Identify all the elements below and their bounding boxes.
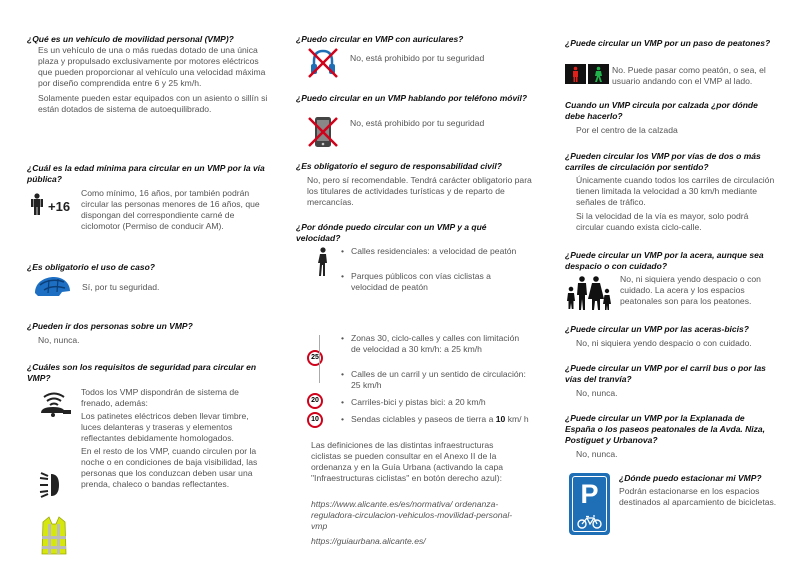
section-crosswalk — [565, 38, 777, 86]
question: ¿Puede circular un VMP por la Explanada de España o los paseos peatonales de la Avda. Niza, Postiguet y Urbanova? — [565, 413, 765, 445]
answer: No, pero sí recomendable. Tendrá carácter obligatorio para los titulares de actividades turísticas y de reparto de mercancías. — [307, 175, 532, 207]
ordinance-link[interactable]: https://www.alicante.es/es/normativa/ ordenanza-reguladora-circulacion-vehiculos-movilidad-personal-vmp — [311, 499, 513, 531]
definitions-text: Las definiciones de las distintas infraestructuras ciclistas se pueden consultar en el Anexo II de la ordenanza y en la Guía Urbana (activando la capa "Infraestructuras ciclistas" en botón derecho azul): — [311, 440, 504, 483]
bullet-parks: • Parques públicos con vías ciclistas a velocidad de peatón — [341, 271, 521, 293]
pedestrians-family-icon — [565, 275, 611, 311]
question: ¿Qué es un vehículo de movilidad personal (VMP)? — [27, 34, 234, 44]
question: ¿Es obligatorio el uso de caso? — [27, 262, 155, 272]
reflective-vest-icon — [39, 516, 69, 556]
section-multi-lane — [565, 151, 777, 233]
bullet-one-lane: • Calles de un carril y un sentido de circulación: 25 km/h — [341, 369, 531, 391]
question: ¿Por dónde puedo circular con un VMP y a qué velocidad? — [296, 222, 487, 243]
answer: No, nunca. — [576, 388, 618, 398]
question: ¿Puedo circular en VMP con auriculares? — [296, 34, 464, 44]
section-two-people — [27, 321, 270, 346]
question: ¿Puede circular un VMP por el carril bus o por las vías del tranvía? — [565, 363, 766, 384]
question: ¿Puede circular un VMP por la acera, aunque sea despacio o con cuidado? — [565, 250, 764, 271]
pedestrian-traffic-light-icon — [565, 64, 609, 84]
bell-icon — [37, 391, 73, 421]
helmet-icon — [32, 276, 72, 300]
answer: Sí, por tu seguridad. — [82, 282, 160, 292]
answer: Únicamente cuando todos los carriles de circulación tienen limitada la velocidad a 30 km/h mediante señales de tráfico. — [576, 175, 775, 207]
section-roadway — [565, 100, 777, 136]
answer: No, ni siquiera yendo despacio o con cuidado. — [576, 338, 752, 348]
speed-sign-25 — [307, 350, 323, 366]
bullet-residential: • Calles residenciales: a velocidad de peatón — [341, 246, 521, 257]
bullet-paths-speed: 10 — [495, 414, 506, 424]
question: ¿Cuáles son los requisitos de seguridad para circular en VMP? — [27, 362, 257, 383]
parking-sign-icon — [569, 473, 610, 535]
question: ¿Puedo circular en un VMP hablando por teléfono móvil? — [296, 93, 528, 103]
bullet-paths-text: Sendas ciclables y paseos de tierra a — [351, 414, 496, 424]
question: ¿Pueden ir dos personas sobre un VMP? — [27, 321, 193, 331]
bullet-zone30: • Zonas 30, ciclo-calles y calles con limitación de velocidad a 30 km/h: a 25 km/h — [341, 333, 531, 355]
answer: No. Puede pasar como peatón, o sea, el usuario andando con el VMP al lado. — [612, 65, 766, 86]
question: ¿Cuál es la edad mínima para circular en un VMP por la vía pública? — [27, 163, 265, 184]
speed-sign-10 — [307, 412, 323, 428]
section-where-speed — [296, 222, 532, 546]
bullet-paths-unit: km/ h — [505, 414, 529, 424]
phone-prohibited-icon — [306, 115, 340, 149]
speed-limit-20-icon: 20 — [307, 393, 323, 409]
section-what-is-vmp — [27, 34, 270, 115]
answer: Si la velocidad de la vía es mayor, solo podrá circular cuando exista ciclo-calle. — [576, 211, 749, 232]
answer: Por el centro de la calzada — [576, 125, 678, 135]
bracket-divider — [319, 335, 320, 383]
question: Cuando un VMP circula por calzada ¿por dónde debe hacerlo? — [565, 100, 758, 121]
urban-guide-link[interactable]: https://guiaurbana.alicante.es/ — [311, 536, 426, 546]
section-headphones — [296, 34, 532, 63]
section-promenade — [565, 413, 777, 460]
question: ¿Dónde puedo estacionar mi VMP? — [619, 473, 762, 483]
bullet-bike-lane: • Carriles-bici y pistas bici: a 20 km/h — [341, 397, 531, 408]
parking-letter: P — [580, 479, 599, 509]
question: ¿Pueden circular los VMP por vías de dos o más carriles de circulación por sentido? — [565, 151, 761, 172]
pedestrian-icon — [314, 247, 332, 277]
section-insurance — [296, 161, 532, 208]
answer: Como mínimo, 16 años, por también podrán circular las personas menores de 16 años, que dispongan del correspondiente carné de ciclomotor (Permiso de conducir AM). — [81, 188, 260, 231]
speed-limit-10-icon: 10 — [307, 412, 323, 428]
bicycle-icon — [577, 515, 602, 529]
section-safety — [27, 362, 270, 489]
headlight-icon — [39, 470, 69, 500]
safety-answers — [81, 387, 271, 490]
answer: No, nunca. — [576, 449, 618, 459]
answer: Todos los VMP dispondrán de sistema de frenado, además: — [81, 387, 239, 408]
answer: No, nunca. — [38, 335, 80, 345]
headphones-prohibited-icon — [306, 46, 340, 80]
answer: Es un vehículo de una o más ruedas dotado de una única plaza y propulsado exclusivamente por motores eléctricos que pueden proporcionar al vehículo una velocidad máxima por diseño comprendida entre 6 y 25 km/h. — [38, 45, 266, 88]
section-bus-lane — [565, 363, 777, 399]
answer: Los patinetes eléctricos deben llevar timbre, luces delanteras y traseras y elementos reflectantes debidamente homologados. — [81, 411, 249, 443]
age-label: +16 — [48, 199, 71, 214]
section-min-age — [27, 163, 270, 231]
section-phone — [296, 93, 532, 128]
question: ¿Puede circular un VMP por un paso de peatones? — [565, 38, 771, 48]
answer: En el resto de los VMP, cuando circulen por la noche o en condiciones de baja visibilidad, las personas que los conduzcan deben usar una prenda, chaleco o bandas reflectantes. — [81, 446, 258, 489]
speed-limit-25-icon: 25 — [307, 350, 323, 366]
section-sidewalk — [565, 250, 777, 306]
answer: Solamente pueden estar equipados con un asiento o sillín si están dotados de sistema de autoequilibrado. — [38, 93, 268, 114]
section-helmet — [27, 262, 270, 292]
question: ¿Puede circular un VMP por las aceras-bicis? — [565, 324, 749, 334]
bullet-paths — [341, 414, 531, 425]
answer: No, ni siquiera yendo despacio o con cuidado. La acera y los espacios peatonales son para los peatones. — [620, 274, 761, 306]
answer: No, está prohibido por tu seguridad — [350, 53, 485, 63]
answer: No, está prohibido por tu seguridad — [350, 118, 485, 128]
section-bike-sidewalk — [565, 324, 777, 349]
speed-sign-20 — [307, 393, 323, 409]
question: ¿Es obligatorio el seguro de responsabilidad civil? — [296, 161, 502, 171]
answer: Podrán estacionarse en los espacios destinados al aparcamiento de bicicletas. — [619, 486, 777, 507]
